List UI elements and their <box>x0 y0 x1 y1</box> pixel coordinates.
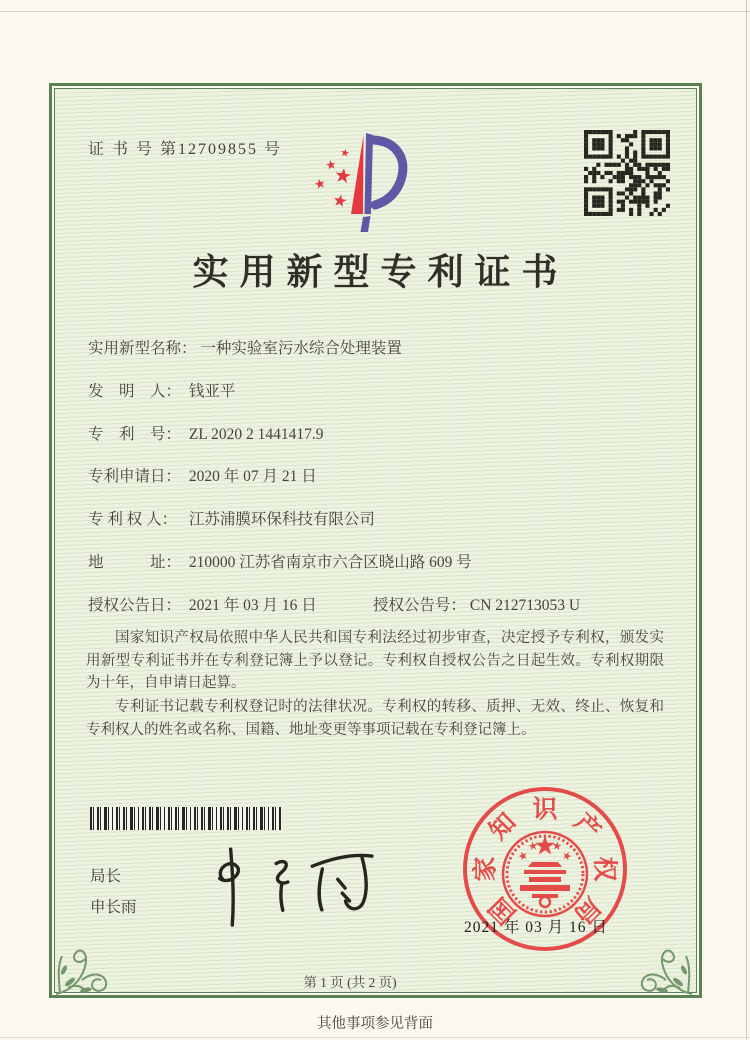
field-row-inventor <box>88 379 663 401</box>
body-paragraph-2: 专利证书记载专利权登记时的法律状况。专利权的转移、质押、无效、终止、恢复和专利权人的姓名或名称、国籍、地址变更等事项记载在专利登记簿上。 <box>86 699 664 738</box>
logo-p-leg-icon <box>361 216 371 232</box>
field-label: 专 利 权 人： <box>88 511 178 528</box>
svg-text:局: 局 <box>568 891 606 929</box>
field-value: CN 212713053 U <box>469 597 581 614</box>
field-label: 发 明 人： <box>88 383 182 400</box>
svg-text:识: 识 <box>532 796 558 824</box>
qr-code <box>584 130 670 216</box>
certificate-title: 实用新型专利证书 <box>192 252 569 292</box>
logo-purple-bar-icon <box>365 133 374 214</box>
paper-edge-right <box>746 0 747 1040</box>
field-label: 地 址： <box>88 554 182 571</box>
paper-edge-bottom <box>0 1037 750 1038</box>
paper-edge-top <box>0 11 750 12</box>
handwritten-signature <box>184 839 397 934</box>
field-label: 授权公告号： <box>373 597 467 614</box>
commissioner-title: 局长 <box>90 868 122 885</box>
commissioner-name: 申长雨 <box>90 899 137 916</box>
field-label: 专 利 号： <box>88 426 182 443</box>
field-value: 一种实验室污水综合处理装置 <box>200 340 402 357</box>
field-value: 江苏浦膜环保科技有限公司 <box>188 511 375 528</box>
field-row-invention-name <box>88 336 663 358</box>
field-value: 210000 江苏省南京市六合区晓山路 609 号 <box>188 554 472 571</box>
svg-text:家: 家 <box>472 856 500 882</box>
svg-text:国: 国 <box>484 891 522 929</box>
certificate-number: 证 书 号 第12709855 号 <box>88 141 283 158</box>
svg-text:权: 权 <box>590 856 618 882</box>
field-row-patent-number <box>88 422 663 444</box>
field-row-filing-date <box>88 464 663 486</box>
field-label: 实用新型名称： <box>88 340 197 357</box>
cnipa-logo <box>305 126 455 238</box>
field-row-address <box>88 550 663 572</box>
logo-stars-icon <box>314 148 352 207</box>
field-value: 钱亚平 <box>188 383 236 400</box>
field-row-patentee <box>88 507 663 529</box>
svg-text:产: 产 <box>568 808 606 846</box>
field-value: 2020 年 07 月 21 日 <box>188 468 317 485</box>
field-value: ZL 2020 2 1441417.9 <box>188 426 324 443</box>
national-emblem-icon <box>503 832 587 916</box>
back-side-note: 其他事项参见背面 <box>317 1016 433 1032</box>
logo-p-bowl-icon <box>373 140 403 205</box>
field-label: 专利申请日： <box>88 468 182 485</box>
field-label: 授权公告日： <box>88 597 182 614</box>
barcode <box>90 807 282 830</box>
svg-text:知: 知 <box>484 808 522 846</box>
body-paragraph-1: 国家知识产权局依照中华人民共和国专利法经过初步审查，决定授予专利权，颁发实用新型专利证书并在专利登记簿上予以登记。专利权自授权公告之日起生效。专利权期限为十年，自申请日起算。 <box>86 630 664 691</box>
seal-date: 2021 年 03 月 16 日 <box>464 919 608 936</box>
logo-red-spire-icon <box>351 135 364 214</box>
page-number: 第 1 页 (共 2 页) <box>303 975 397 990</box>
field-row-grant <box>88 593 663 615</box>
field-value: 2021 年 03 月 16 日 <box>188 597 317 614</box>
